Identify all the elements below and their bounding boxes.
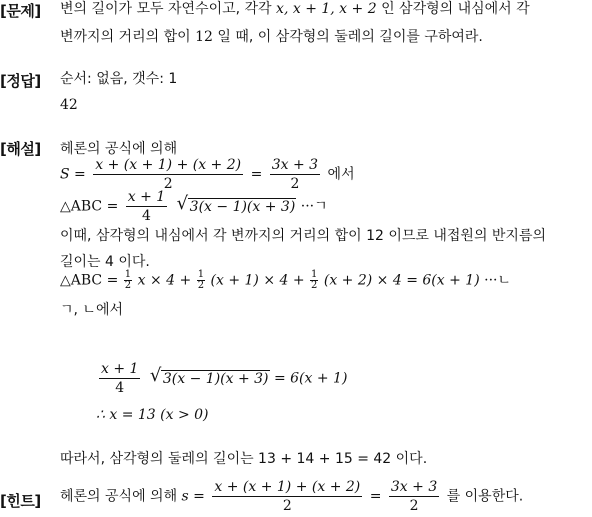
half-num-3: 1 bbox=[311, 269, 318, 280]
s-fraction bbox=[93, 158, 243, 191]
area2-lhs: △ABC = bbox=[60, 272, 119, 289]
area2-part-3: (x + 2) × 4 = 6(x + 1) bbox=[323, 272, 480, 289]
eq-sqrt: √ 3(x − 1)(x + 3) bbox=[149, 364, 269, 387]
problem-text-1a: 변의 길이가 모두 자연수이고, 각각 bbox=[60, 1, 272, 17]
half-num-1: 1 bbox=[124, 269, 132, 280]
hint-fraction-num: x + (x + 1) + (x + 2) bbox=[214, 479, 361, 495]
s-fraction-2-num: 3x + 3 bbox=[271, 157, 319, 173]
solution-heron: 헤론의 공식에 의해 bbox=[60, 141, 178, 157]
area1-sqrt: √ 3(x − 1)(x + 3) bbox=[176, 192, 296, 215]
area1-radicand: 3(x − 1)(x + 3) bbox=[189, 198, 296, 215]
hint-text-a: 헤론의 공식에 의해 bbox=[60, 488, 178, 505]
s-fraction-2-den: 2 bbox=[290, 176, 300, 192]
eq-fraction-num: x + 1 bbox=[101, 361, 139, 377]
problem-num: 12 bbox=[195, 29, 213, 45]
solution-therefore: ∴ x = 13 (x > 0) bbox=[96, 407, 209, 423]
area1-fraction-num: x + 1 bbox=[127, 189, 166, 205]
half-den-2: 2 bbox=[197, 280, 205, 291]
s-fraction-den: 2 bbox=[163, 176, 173, 192]
problem-line-2 bbox=[60, 30, 483, 44]
hint-eq: = bbox=[369, 488, 382, 505]
solution-s-equation bbox=[60, 158, 355, 191]
solution-combine: ㄱ, ㄴ에서 bbox=[60, 302, 123, 318]
s-tail: 에서 bbox=[327, 166, 355, 183]
hint-fraction-2 bbox=[389, 480, 439, 513]
hint-line bbox=[60, 480, 523, 513]
s-fraction-2 bbox=[270, 158, 320, 191]
solution-area-1 bbox=[60, 190, 328, 223]
area2-tail: ···ㄴ bbox=[484, 272, 511, 289]
area1-fraction bbox=[126, 190, 167, 223]
area2-part-1: x × 4 + bbox=[137, 272, 192, 289]
solution-conclusion: 따라서, 삼각형의 둘레의 길이는 13 + 14 + 15 = 42 이다. bbox=[60, 451, 428, 467]
solution-text-2: 길이는 4 이다. bbox=[60, 254, 150, 270]
s-eq2: = bbox=[250, 166, 263, 183]
half-den-1: 2 bbox=[124, 280, 132, 291]
problem-math-1: x, x + 1, x + 2 bbox=[276, 1, 377, 17]
hint-fraction bbox=[212, 480, 362, 513]
area1-tail: ···ㄱ bbox=[300, 198, 328, 215]
area1-fraction-den: 4 bbox=[142, 208, 151, 224]
problem-tag: [문제] bbox=[0, 2, 41, 20]
hint-fraction-den: 2 bbox=[282, 498, 292, 514]
s-lhs: S = bbox=[60, 166, 86, 183]
half-fraction-1 bbox=[124, 270, 132, 291]
hint-text-b: 를 이용한다. bbox=[446, 488, 524, 505]
solution-equation bbox=[96, 362, 347, 395]
area2-part-2: (x + 1) × 4 + bbox=[210, 272, 305, 289]
eq-radicand: 3(x − 1)(x + 3) bbox=[162, 370, 269, 387]
answer-order: 순서: 없음, 갯수: 1 bbox=[60, 71, 178, 87]
problem-text-2a: 변까지의 거리의 합이 bbox=[60, 29, 191, 45]
hint-fraction-2-den: 2 bbox=[409, 498, 419, 514]
solution-area-2 bbox=[60, 270, 511, 291]
half-den-3: 2 bbox=[311, 280, 318, 291]
half-num-2: 1 bbox=[197, 269, 205, 280]
problem-text-1b: 인 삼각형의 내심에서 각 bbox=[381, 1, 530, 17]
problem-text-2b: 일 때, 이 삼각형의 둘레의 길이를 구하여라. bbox=[217, 29, 483, 45]
solution-text-1: 이때, 삼각형의 내심에서 각 변까지의 거리의 합이 12 이므로 내접원의 반지름의 bbox=[60, 228, 547, 244]
half-fraction-2 bbox=[197, 270, 205, 291]
hint-s: s = bbox=[181, 488, 205, 505]
half-fraction-3 bbox=[310, 270, 318, 291]
s-fraction-num: x + (x + 1) + (x + 2) bbox=[95, 157, 242, 173]
area1-lhs: △ABC = bbox=[60, 198, 119, 215]
solution-tag: [해설] bbox=[0, 140, 41, 158]
answer-tag: [정답] bbox=[0, 72, 41, 90]
eq-fraction bbox=[99, 362, 140, 395]
hint-fraction-2-num: 3x + 3 bbox=[390, 479, 438, 495]
answer-value: 42 bbox=[60, 97, 78, 113]
eq-fraction-den: 4 bbox=[115, 380, 125, 396]
problem-line-1 bbox=[60, 2, 530, 16]
eq-rhs: = 6(x + 1) bbox=[273, 370, 348, 387]
hint-tag: [힌트] bbox=[0, 492, 41, 510]
